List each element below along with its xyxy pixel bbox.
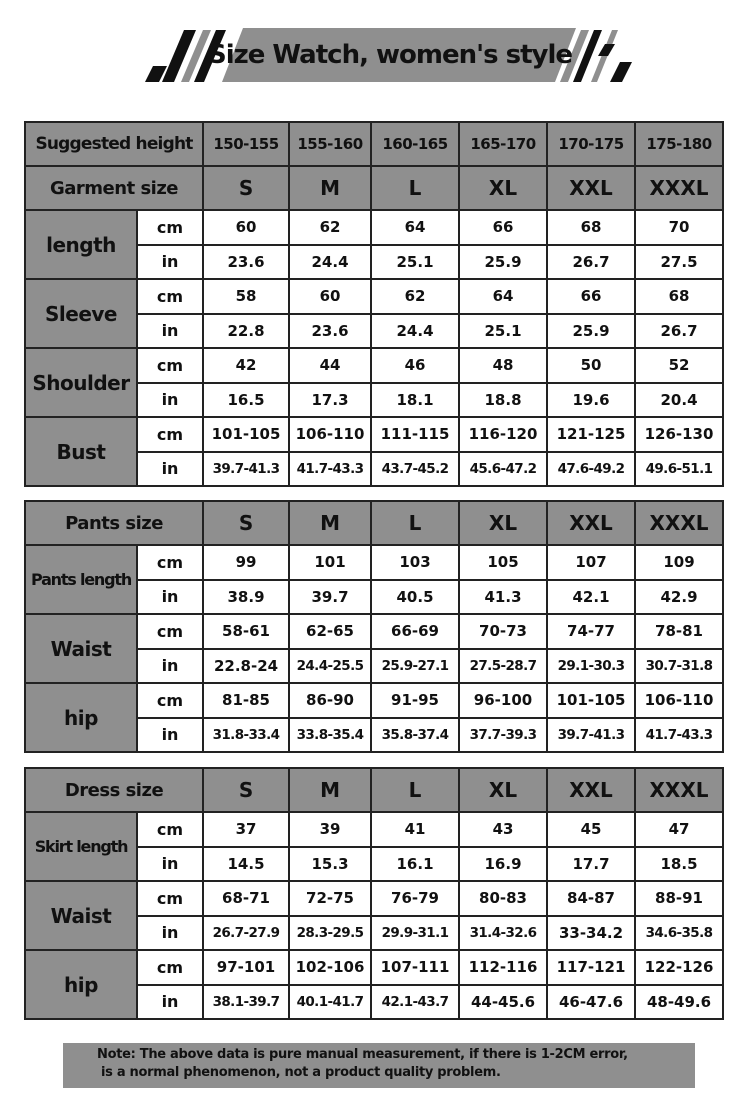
size-label-cell: XL bbox=[459, 501, 547, 545]
value-cell: 68-71 bbox=[203, 881, 289, 916]
header-label: Pants size bbox=[25, 501, 203, 545]
value-cell: 45 bbox=[547, 812, 635, 847]
value-cell: 41 bbox=[371, 812, 459, 847]
value-cell: 62-65 bbox=[289, 614, 371, 649]
size-label-cell: M bbox=[289, 166, 371, 210]
value-cell: 43.7-45.2 bbox=[371, 452, 459, 487]
note-line-2: is a normal phenomenon, not a product quality problem. bbox=[101, 1065, 501, 1080]
value-cell: 16.9 bbox=[459, 847, 547, 882]
note-line-1: Note: The above data is pure manual measurement, if there is 1-2CM error, bbox=[97, 1047, 628, 1062]
header-row bbox=[25, 501, 723, 545]
unit-cell: cm bbox=[137, 812, 203, 847]
value-cell: 29.1-30.3 bbox=[547, 649, 635, 684]
value-cell: 42 bbox=[203, 348, 289, 383]
value-cell: 47 bbox=[635, 812, 723, 847]
value-cell: 33-34.2 bbox=[547, 916, 635, 951]
size-label-cell: XL bbox=[459, 166, 547, 210]
garment-size-table bbox=[24, 121, 724, 487]
value-cell: 25.1 bbox=[459, 314, 547, 349]
measurement-row bbox=[25, 417, 723, 452]
value-cell: 42.9 bbox=[635, 580, 723, 615]
size-label-cell: XXL bbox=[547, 768, 635, 812]
value-cell: 31.8-33.4 bbox=[203, 718, 289, 753]
value-cell: 126-130 bbox=[635, 417, 723, 452]
measurement-label: length bbox=[25, 210, 137, 279]
value-cell: 64 bbox=[371, 210, 459, 245]
measurement-label: Pants length bbox=[25, 545, 137, 614]
value-cell: 14.5 bbox=[203, 847, 289, 882]
value-cell: 47.6-49.2 bbox=[547, 452, 635, 487]
height-range-cell: 150-155 bbox=[203, 122, 289, 166]
height-range-cell: 155-160 bbox=[289, 122, 371, 166]
value-cell: 91-95 bbox=[371, 683, 459, 718]
value-cell: 64 bbox=[459, 279, 547, 314]
value-cell: 68 bbox=[547, 210, 635, 245]
value-cell: 24.4 bbox=[289, 245, 371, 280]
value-cell: 16.5 bbox=[203, 383, 289, 418]
height-range-cell: 175-180 bbox=[635, 122, 723, 166]
measurement-row bbox=[25, 812, 723, 847]
unit-cell: in bbox=[137, 383, 203, 418]
value-cell: 39.7-41.3 bbox=[547, 718, 635, 753]
header-label: Dress size bbox=[25, 768, 203, 812]
value-cell: 116-120 bbox=[459, 417, 547, 452]
value-cell: 19.6 bbox=[547, 383, 635, 418]
unit-cell: cm bbox=[137, 210, 203, 245]
size-label-cell: XXXL bbox=[635, 768, 723, 812]
size-label-cell: M bbox=[289, 768, 371, 812]
size-label-cell: S bbox=[203, 768, 289, 812]
page-title: Size Watch, women's style bbox=[207, 40, 573, 70]
value-cell: 23.6 bbox=[203, 245, 289, 280]
measurement-label: Waist bbox=[25, 614, 137, 683]
measurement-note bbox=[63, 1043, 695, 1088]
size-label-cell: L bbox=[371, 501, 459, 545]
value-cell: 70 bbox=[635, 210, 723, 245]
value-cell: 44 bbox=[289, 348, 371, 383]
value-cell: 29.9-31.1 bbox=[371, 916, 459, 951]
value-cell: 26.7 bbox=[547, 245, 635, 280]
value-cell: 88-91 bbox=[635, 881, 723, 916]
value-cell: 45.6-47.2 bbox=[459, 452, 547, 487]
value-cell: 52 bbox=[635, 348, 723, 383]
value-cell: 66-69 bbox=[371, 614, 459, 649]
measurement-row bbox=[25, 950, 723, 985]
header-row bbox=[25, 122, 723, 166]
value-cell: 76-79 bbox=[371, 881, 459, 916]
value-cell: 27.5-28.7 bbox=[459, 649, 547, 684]
value-cell: 25.9 bbox=[547, 314, 635, 349]
height-range-cell: 160-165 bbox=[371, 122, 459, 166]
size-label-cell: L bbox=[371, 166, 459, 210]
header-label: Suggested height bbox=[25, 122, 203, 166]
value-cell: 41.7-43.3 bbox=[289, 452, 371, 487]
value-cell: 74-77 bbox=[547, 614, 635, 649]
value-cell: 103 bbox=[371, 545, 459, 580]
value-cell: 16.1 bbox=[371, 847, 459, 882]
value-cell: 39.7-41.3 bbox=[203, 452, 289, 487]
value-cell: 46-47.6 bbox=[547, 985, 635, 1020]
value-cell: 109 bbox=[635, 545, 723, 580]
value-cell: 26.7 bbox=[635, 314, 723, 349]
value-cell: 17.7 bbox=[547, 847, 635, 882]
value-cell: 81-85 bbox=[203, 683, 289, 718]
value-cell: 28.3-29.5 bbox=[289, 916, 371, 951]
value-cell: 24.4-25.5 bbox=[289, 649, 371, 684]
measurement-label: Bust bbox=[25, 417, 137, 486]
value-cell: 106-110 bbox=[635, 683, 723, 718]
unit-cell: cm bbox=[137, 417, 203, 452]
value-cell: 101 bbox=[289, 545, 371, 580]
value-cell: 66 bbox=[547, 279, 635, 314]
size-label-cell: XXL bbox=[547, 501, 635, 545]
measurement-label: Waist bbox=[25, 881, 137, 950]
value-cell: 68 bbox=[635, 279, 723, 314]
value-cell: 101-105 bbox=[547, 683, 635, 718]
value-cell: 50 bbox=[547, 348, 635, 383]
value-cell: 46 bbox=[371, 348, 459, 383]
height-range-cell: 165-170 bbox=[459, 122, 547, 166]
value-cell: 22.8 bbox=[203, 314, 289, 349]
value-cell: 15.3 bbox=[289, 847, 371, 882]
value-cell: 25.1 bbox=[371, 245, 459, 280]
size-label-cell: XL bbox=[459, 768, 547, 812]
value-cell: 78-81 bbox=[635, 614, 723, 649]
value-cell: 62 bbox=[371, 279, 459, 314]
unit-cell: in bbox=[137, 245, 203, 280]
value-cell: 58-61 bbox=[203, 614, 289, 649]
value-cell: 58 bbox=[203, 279, 289, 314]
value-cell: 35.8-37.4 bbox=[371, 718, 459, 753]
value-cell: 40.5 bbox=[371, 580, 459, 615]
value-cell: 105 bbox=[459, 545, 547, 580]
value-cell: 18.1 bbox=[371, 383, 459, 418]
value-cell: 44-45.6 bbox=[459, 985, 547, 1020]
measurement-row bbox=[25, 614, 723, 649]
value-cell: 42.1 bbox=[547, 580, 635, 615]
value-cell: 40.1-41.7 bbox=[289, 985, 371, 1020]
value-cell: 70-73 bbox=[459, 614, 547, 649]
value-cell: 37 bbox=[203, 812, 289, 847]
value-cell: 18.5 bbox=[635, 847, 723, 882]
unit-cell: cm bbox=[137, 683, 203, 718]
measurement-row bbox=[25, 683, 723, 718]
value-cell: 25.9-27.1 bbox=[371, 649, 459, 684]
unit-cell: cm bbox=[137, 348, 203, 383]
measurement-label: Sleeve bbox=[25, 279, 137, 348]
unit-cell: in bbox=[137, 452, 203, 487]
pants-size-table bbox=[24, 500, 724, 753]
size-label-cell: S bbox=[203, 166, 289, 210]
measurement-row bbox=[25, 545, 723, 580]
unit-cell: in bbox=[137, 718, 203, 753]
value-cell: 72-75 bbox=[289, 881, 371, 916]
dress-size-table bbox=[24, 767, 724, 1020]
value-cell: 60 bbox=[289, 279, 371, 314]
value-cell: 33.8-35.4 bbox=[289, 718, 371, 753]
value-cell: 49.6-51.1 bbox=[635, 452, 723, 487]
header-row bbox=[25, 166, 723, 210]
value-cell: 86-90 bbox=[289, 683, 371, 718]
value-cell: 24.4 bbox=[371, 314, 459, 349]
measurement-row bbox=[25, 210, 723, 245]
value-cell: 41.7-43.3 bbox=[635, 718, 723, 753]
measurement-label: hip bbox=[25, 950, 137, 1019]
value-cell: 17.3 bbox=[289, 383, 371, 418]
value-cell: 112-116 bbox=[459, 950, 547, 985]
header-row bbox=[25, 768, 723, 812]
value-cell: 99 bbox=[203, 545, 289, 580]
unit-cell: in bbox=[137, 314, 203, 349]
measurement-row bbox=[25, 348, 723, 383]
measurement-label: Skirt length bbox=[25, 812, 137, 881]
value-cell: 25.9 bbox=[459, 245, 547, 280]
value-cell: 121-125 bbox=[547, 417, 635, 452]
value-cell: 66 bbox=[459, 210, 547, 245]
unit-cell: in bbox=[137, 985, 203, 1020]
value-cell: 60 bbox=[203, 210, 289, 245]
value-cell: 43 bbox=[459, 812, 547, 847]
value-cell: 30.7-31.8 bbox=[635, 649, 723, 684]
value-cell: 111-115 bbox=[371, 417, 459, 452]
header-label: Garment size bbox=[25, 166, 203, 210]
size-label-cell: XXXL bbox=[635, 501, 723, 545]
value-cell: 26.7-27.9 bbox=[203, 916, 289, 951]
value-cell: 38.1-39.7 bbox=[203, 985, 289, 1020]
value-cell: 48 bbox=[459, 348, 547, 383]
unit-cell: in bbox=[137, 916, 203, 951]
size-label-cell: XXL bbox=[547, 166, 635, 210]
value-cell: 102-106 bbox=[289, 950, 371, 985]
unit-cell: cm bbox=[137, 545, 203, 580]
value-cell: 96-100 bbox=[459, 683, 547, 718]
value-cell: 122-126 bbox=[635, 950, 723, 985]
value-cell: 62 bbox=[289, 210, 371, 245]
measurement-row bbox=[25, 881, 723, 916]
value-cell: 42.1-43.7 bbox=[371, 985, 459, 1020]
unit-cell: in bbox=[137, 580, 203, 615]
value-cell: 106-110 bbox=[289, 417, 371, 452]
value-cell: 80-83 bbox=[459, 881, 547, 916]
value-cell: 23.6 bbox=[289, 314, 371, 349]
value-cell: 39 bbox=[289, 812, 371, 847]
unit-cell: cm bbox=[137, 881, 203, 916]
value-cell: 39.7 bbox=[289, 580, 371, 615]
value-cell: 37.7-39.3 bbox=[459, 718, 547, 753]
height-range-cell: 170-175 bbox=[547, 122, 635, 166]
value-cell: 31.4-32.6 bbox=[459, 916, 547, 951]
size-label-cell: L bbox=[371, 768, 459, 812]
size-label-cell: M bbox=[289, 501, 371, 545]
value-cell: 18.8 bbox=[459, 383, 547, 418]
unit-cell: cm bbox=[137, 950, 203, 985]
value-cell: 27.5 bbox=[635, 245, 723, 280]
value-cell: 22.8-24 bbox=[203, 649, 289, 684]
value-cell: 84-87 bbox=[547, 881, 635, 916]
measurement-row bbox=[25, 279, 723, 314]
value-cell: 41.3 bbox=[459, 580, 547, 615]
value-cell: 48-49.6 bbox=[635, 985, 723, 1020]
unit-cell: in bbox=[137, 649, 203, 684]
value-cell: 107 bbox=[547, 545, 635, 580]
measurement-label: hip bbox=[25, 683, 137, 752]
size-label-cell: XXXL bbox=[635, 166, 723, 210]
unit-cell: in bbox=[137, 847, 203, 882]
value-cell: 20.4 bbox=[635, 383, 723, 418]
value-cell: 101-105 bbox=[203, 417, 289, 452]
unit-cell: cm bbox=[137, 614, 203, 649]
size-label-cell: S bbox=[203, 501, 289, 545]
value-cell: 107-111 bbox=[371, 950, 459, 985]
value-cell: 97-101 bbox=[203, 950, 289, 985]
value-cell: 34.6-35.8 bbox=[635, 916, 723, 951]
value-cell: 117-121 bbox=[547, 950, 635, 985]
value-cell: 38.9 bbox=[203, 580, 289, 615]
unit-cell: cm bbox=[137, 279, 203, 314]
measurement-label: Shoulder bbox=[25, 348, 137, 417]
title-banner bbox=[140, 26, 640, 84]
